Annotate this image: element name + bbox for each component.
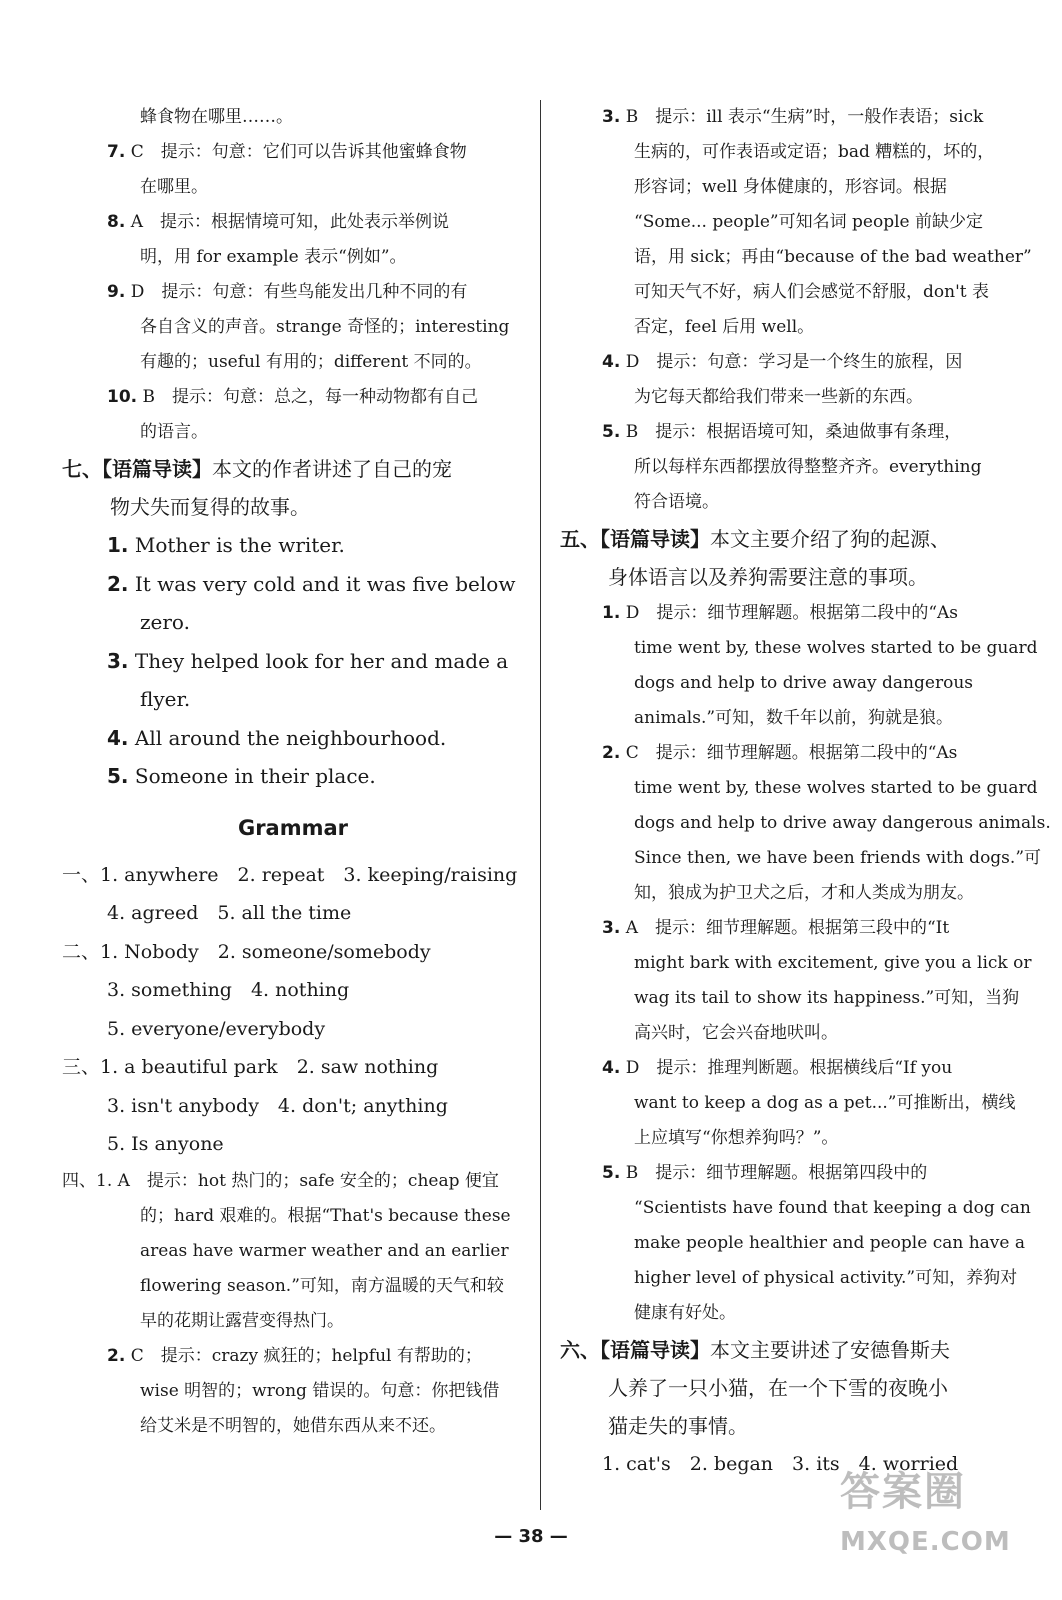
- item-number: 5.: [602, 422, 621, 442]
- item-text: Mother is the writer.: [134, 533, 345, 557]
- answer-line: 否定，feel 后用 well。: [634, 317, 815, 337]
- item-text: Someone in their place.: [134, 764, 376, 788]
- answer-line: might bark with excitement, give you a lick or: [634, 953, 1032, 973]
- item-number: 7.: [107, 142, 126, 162]
- answer-line: 一、1. anywhere 2. repeat 3. keeping/raising: [62, 863, 518, 886]
- item-text: C 提示：句意：它们可以告诉其他蜜蜂食物: [130, 142, 467, 162]
- answer-line: 三、1. a beautiful park 2. saw nothing: [62, 1056, 439, 1078]
- answer-item: [62, 565, 524, 604]
- answer-line: 健康有好处。: [634, 1303, 736, 1323]
- item-text: B 提示：句意：总之，每一种动物都有自己: [142, 387, 479, 407]
- answer-line: 的；hard 艰难的。根据“That's because these: [140, 1205, 511, 1226]
- section-text: 本文的作者讲述了自己的宠: [212, 457, 452, 481]
- left-column: [62, 100, 524, 1444]
- answer-line: 给艾米是不明智的，她借东西从来不还。: [140, 1415, 446, 1436]
- right-column: [560, 100, 1051, 1484]
- page-number: — 38 —: [494, 1526, 568, 1547]
- answer-item: [560, 1156, 1010, 1191]
- item-text: C 提示：细节理解题。根据第二段中的“As: [625, 743, 958, 763]
- section-text: 本文主要介绍了狗的起源、: [710, 527, 950, 551]
- item-text: D 提示：句意：有些鸟能发出几种不同的有: [130, 282, 468, 302]
- answer-line: 5. everyone/everybody: [107, 1017, 326, 1040]
- answer-line: “Scientists have found that keeping a dog can: [634, 1198, 1031, 1218]
- answer-line: areas have warmer weather and an earlier: [140, 1240, 509, 1261]
- answer-item: [62, 275, 524, 310]
- item-number: 2.: [107, 571, 129, 596]
- item-text: A 提示：根据情境可知，此处表示举例说: [130, 212, 449, 232]
- answer-line: 明，用 for example 表示“例如”。: [140, 247, 407, 267]
- item-text: B 提示：ill 表示“生病”时，一般作表语；sick: [625, 107, 984, 127]
- answer-line: 形容词；well 身体健康的，形容词。根据: [634, 177, 947, 197]
- item-number: 8.: [107, 212, 126, 232]
- answer-line: 四、1. A 提示：hot 热门的；safe 安全的；cheap 便宜: [62, 1170, 499, 1191]
- item-number: 1.: [107, 533, 129, 557]
- section-text-line: 猫走失的事情。: [608, 1414, 748, 1438]
- section-tag: 六、【语篇导读】: [560, 1338, 710, 1362]
- item-text: All around the neighbourhood.: [134, 725, 447, 750]
- answer-item: [62, 205, 524, 240]
- answer-line: 3. something 4. nothing: [107, 979, 350, 1001]
- item-number: 2.: [107, 1345, 126, 1366]
- answer-item: [560, 100, 1010, 135]
- watermark-logo: [840, 1462, 1040, 1582]
- grammar-heading: Grammar: [237, 815, 349, 840]
- watermark-bottom: MXQE.COM: [840, 1527, 1011, 1557]
- section-text: 本文主要讲述了安德鲁斯夫: [710, 1338, 950, 1362]
- item-number: 9.: [107, 282, 126, 302]
- section-heading: [62, 450, 524, 488]
- item-text: They helped look for her and made a: [134, 648, 509, 673]
- answer-line: 语，用 sick；再由“because of the bad weather”: [634, 247, 1032, 267]
- answer-line: “Some... people”可知名词 people 前缺少定: [634, 212, 983, 232]
- item-number: 4.: [107, 725, 129, 750]
- answer-item: [560, 1051, 1010, 1086]
- answer-line: 符合语境。: [634, 492, 719, 512]
- answer-line: 二、1. Nobody 2. someone/somebody: [62, 940, 431, 963]
- answer-item: [560, 911, 1010, 946]
- section-heading: [560, 1331, 1010, 1369]
- answer-line: 4. agreed 5. all the time: [107, 902, 352, 924]
- answer-line: make people healthier and people can have a: [634, 1233, 1025, 1253]
- answer-item: [560, 415, 1010, 450]
- answer-line: dogs and help to drive away dangerous animals.: [634, 813, 1051, 833]
- answer-item: [62, 642, 524, 681]
- answer-line: time went by, these wolves started to be guard: [634, 778, 1038, 798]
- item-text: C 提示：crazy 疯狂的；helpful 有帮助的；: [130, 1345, 482, 1366]
- item-number: 2.: [602, 743, 621, 763]
- item-text: B 提示：细节理解题。根据第四段中的: [625, 1163, 928, 1183]
- answer-item: [560, 596, 1010, 631]
- item-number: 3.: [602, 107, 621, 127]
- answer-line: animals.”可知，数千年以前，狗就是狼。: [634, 708, 954, 728]
- section-tag: 五、【语篇导读】: [560, 527, 710, 551]
- answer-line: flyer.: [140, 687, 191, 711]
- item-text: D 提示：细节理解题。根据第二段中的“As: [625, 603, 959, 623]
- answer-line: 的语言。: [140, 422, 208, 442]
- answer-line: 可知天气不好，病人们会感觉不舒服，don't 表: [634, 282, 989, 302]
- answer-line: 生病的，可作表语或定语；bad 糟糕的，坏的，: [634, 142, 995, 162]
- answer-item: [62, 380, 524, 415]
- answer-item: [560, 736, 1010, 771]
- answer-line: 有趣的；useful 有用的；different 不同的。: [140, 352, 482, 372]
- answer-line: 各自含义的声音。strange 奇怪的；interesting: [140, 317, 510, 337]
- answer-line: 所以每样东西都摆放得整整齐齐。everything: [634, 457, 982, 477]
- answer-line: want to keep a dog as a pet...”可推断出，横线: [634, 1093, 1016, 1113]
- answer-item: [62, 135, 524, 170]
- section-text-line: 身体语言以及养狗需要注意的事项。: [608, 565, 928, 589]
- answer-item: [62, 1339, 524, 1374]
- item-number: 1.: [602, 603, 621, 623]
- answer-line: 知，狼成为护卫犬之后，才和人类成为朋友。: [634, 883, 974, 903]
- answer-line: dogs and help to drive away dangerous: [634, 673, 973, 693]
- answer-line: 1. cat's 2. began 3. its 4. worried: [602, 1453, 959, 1475]
- answer-line: zero.: [140, 610, 190, 634]
- item-number: 4.: [602, 1058, 621, 1078]
- item-text: D 提示：推理判断题。根据横线后“If you: [625, 1058, 953, 1078]
- section-text-line: 人养了一只小猫，在一个下雪的夜晚小: [608, 1376, 948, 1400]
- answer-line: 早的花期让露营变得热门。: [140, 1310, 344, 1331]
- item-text: It was very cold and it was five below: [134, 571, 516, 596]
- section-heading: [560, 520, 1010, 558]
- answer-line: higher level of physical activity.”可知，养狗对: [634, 1268, 1018, 1288]
- item-number: 4.: [602, 352, 621, 372]
- item-number: 5.: [107, 764, 129, 788]
- answer-item: [62, 526, 524, 565]
- answer-line: flowering season.”可知，南方温暖的天气和较: [140, 1275, 504, 1296]
- answer-line: 为它每天都给我们带来一些新的东西。: [634, 387, 923, 407]
- answer-line: wise 明智的；wrong 错误的。句意：你把钱借: [140, 1380, 500, 1401]
- answer-line: wag its tail to show its happiness.”可知，当狗: [634, 988, 1020, 1008]
- answer-item: [62, 719, 524, 758]
- item-number: 5.: [602, 1163, 621, 1183]
- column-divider: [540, 100, 541, 1510]
- answer-line: 上应填写“你想养狗吗？”。: [634, 1128, 839, 1148]
- item-text: D 提示：句意：学习是一个终生的旅程，因: [625, 352, 963, 372]
- answer-line: 在哪里。: [140, 177, 208, 197]
- answer-item: [560, 345, 1010, 380]
- answer-line: time went by, these wolves started to be guard: [634, 638, 1038, 658]
- answer-line: 高兴时，它会兴奋地吠叫。: [634, 1023, 838, 1043]
- watermark-top: 答案圈: [840, 1469, 966, 1515]
- item-number: 3.: [107, 648, 129, 673]
- item-text: B 提示：根据语境可知，桑迪做事有条理，: [625, 422, 962, 442]
- item-number: 10.: [107, 387, 138, 407]
- item-number: 3.: [602, 918, 621, 938]
- item-text: A 提示：细节理解题。根据第三段中的“It: [625, 918, 950, 938]
- answer-line: Since then, we have been friends with dogs.”可: [634, 848, 1042, 868]
- answer-line: 3. isn't anybody 4. don't; anything: [107, 1094, 448, 1117]
- answer-item: [62, 757, 524, 796]
- answer-line: 蜂食物在哪里……。: [140, 107, 293, 127]
- answer-line: 5. Is anyone: [107, 1133, 224, 1155]
- section-tag: 七、【语篇导读】: [62, 457, 212, 481]
- section-text-line: 物犬失而复得的故事。: [110, 495, 310, 519]
